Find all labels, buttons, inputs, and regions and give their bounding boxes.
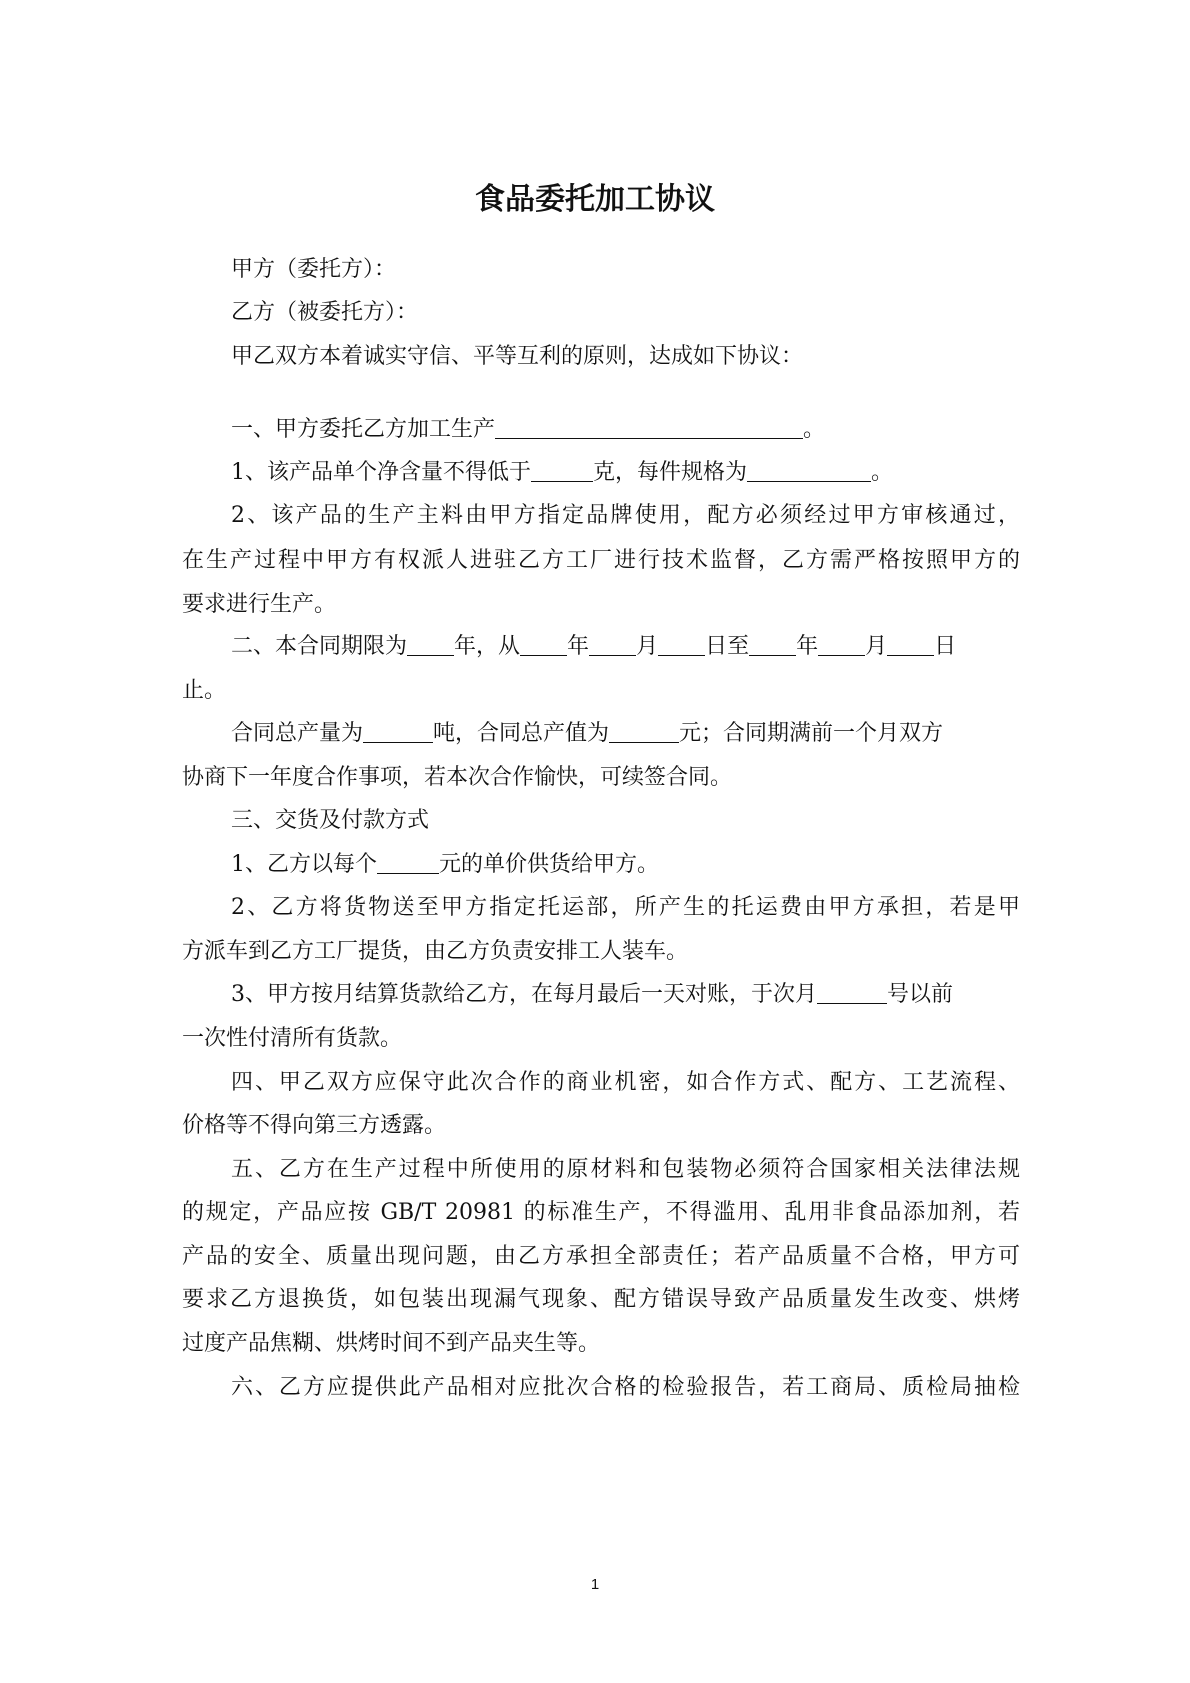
clause-text: 吨，合同总产值为 [433,721,610,746]
party-b-line: 乙方（被委托方）： [231,300,419,325]
section-5-line5: 过度产品焦糊、烘烤时间不到产品夹生等。 [182,1331,601,1356]
net-weight-blank[interactable] [531,459,593,482]
clause-text: 元的单价供货给甲方。 [439,852,660,877]
section-4-line1: 四、甲乙双方应保守此次合作的商业机密，如合作方式、配方、工艺流程、 [231,1070,1020,1095]
section-6-line1: 六、乙方应提供此产品相对应批次合格的检验报告，若工商局、质检局抽检 [231,1375,1020,1400]
term-years-blank[interactable] [407,633,454,656]
section-1 [231,414,1020,446]
section-5-line2: 的规定，产品应按 GB/T 20981 的标准生产，不得滥用、乱用非食品添加剂，若 [182,1200,1020,1225]
clause-3-2-line2: 方派车到乙方工厂提货，由乙方负责安排工人装车。 [182,939,689,964]
page-number: 1 [590,1576,600,1593]
end-year-blank[interactable] [749,633,796,656]
document-title: 食品委托加工协议 [475,182,715,217]
clause-text: 1、该产品单个净含量不得低于 [231,460,531,485]
total-value-blank[interactable] [609,720,679,743]
punct: 。 [803,417,826,442]
clause-text: 二、本合同期限为 [231,634,408,659]
clause-1-2-line3: 要求进行生产。 [182,592,337,617]
clause-text: 合同总产量为 [231,721,364,746]
section-2-line2: 止。 [182,678,227,703]
punct: 。 [871,460,894,485]
clause-text: 3、甲方按月结算货款给乙方，在每月最后一天对账，于次月 [231,982,817,1007]
clause-text: 至 [727,634,750,659]
clause-text: 1、乙方以每个 [231,852,377,877]
start-day-blank[interactable] [658,633,705,656]
section-3-heading: 三、交货及付款方式 [231,808,430,833]
end-month-blank[interactable] [818,633,865,656]
clause-text: 月 [865,634,888,659]
section-5-line3: 产品的安全、质量出现问题，由乙方承担全部责任；若产品质量不合格，甲方可 [182,1244,1020,1269]
clause-1-1 [231,457,1020,489]
total-output-line [231,718,1020,750]
clause-text: 月 [636,634,659,659]
clause-text: 年 [796,634,819,659]
party-a-line: 甲方（委托方）： [231,257,397,282]
total-tons-blank[interactable] [363,720,433,743]
clause-3-3 [231,979,1020,1011]
clause-text: 克，每件规格为 [593,460,748,485]
clause-3-2-line1: 2、乙方将货物送至甲方指定托运部，所产生的托运费由甲方承担，若是甲 [231,895,1020,920]
section-5-line4: 要求乙方退换货，如包装出现漏气现象、配方错误导致产品质量发生改变、烘烤 [182,1287,1020,1312]
clause-3-1 [231,849,1020,881]
clause-text: 日 [705,634,728,659]
start-month-blank[interactable] [589,633,636,656]
clause-1-2-line1: 2、该产品的生产主料由甲方指定品牌使用，配方必须经过甲方审核通过， [231,503,1020,528]
section-1-text: 一、甲方委托乙方加工生产 [231,417,496,442]
clause-text: 年 [454,634,477,659]
clause-text: 年 [567,634,590,659]
start-year-blank[interactable] [520,633,567,656]
clause-text: 号以前 [887,982,954,1007]
preamble: 甲乙双方本着诚实守信、平等互利的原则，达成如下协议： [231,344,804,369]
section-2 [231,631,1020,663]
section-5-line1: 五、乙方在生产过程中所使用的原材料和包装物必须符合国家相关法律法规 [231,1157,1020,1182]
clause-text: 元；合同期满前一个月双方 [679,721,944,746]
clause-1-2-line2: 在生产过程中甲方有权派人进驻乙方工厂进行技术监督，乙方需严格按照甲方的 [182,548,1020,573]
clause-3-3-line2: 一次性付清所有货款。 [182,1026,403,1051]
end-day-blank[interactable] [887,633,934,656]
product-name-blank[interactable] [495,416,803,439]
spec-blank[interactable] [747,459,871,482]
total-output-line2: 协商下一年度合作事项，若本次合作愉快，可续签合同。 [182,765,733,790]
clause-text: ，从 [476,634,521,659]
unit-price-blank[interactable] [377,851,439,874]
clause-text: 日 [934,634,957,659]
section-4-line2: 价格等不得向第三方透露。 [182,1113,447,1138]
payment-day-blank[interactable] [817,981,887,1004]
